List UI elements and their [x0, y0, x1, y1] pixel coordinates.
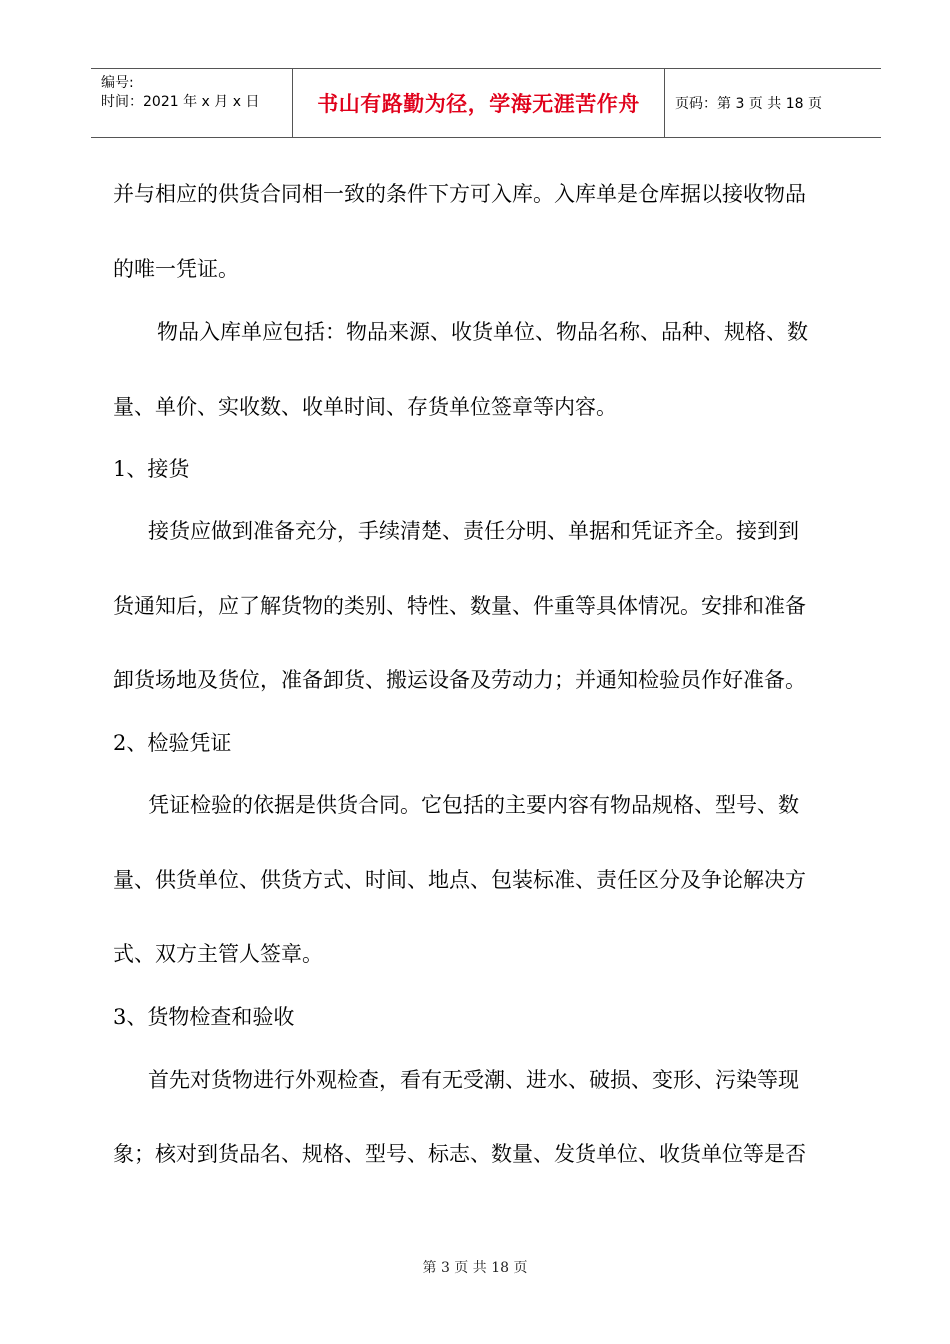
- header-meta: [91, 69, 293, 137]
- section-heading: 2、检验凭证: [113, 731, 232, 755]
- body-line: 凭证检验的依据是供货合同。它包括的主要内容有物品规格、型号、数: [148, 793, 799, 817]
- header-motto-cell: [293, 69, 665, 137]
- section-heading: 3、货物检查和验收: [113, 1005, 295, 1029]
- body-line: 的唯一凭证。: [113, 257, 239, 281]
- body-line: 式、双方主管人签章。: [113, 942, 323, 966]
- time-label: 时间：2021 年 x 月 x 日: [101, 94, 260, 110]
- motto: 书山有路勤为径，学海无涯苦作舟: [317, 92, 640, 116]
- body-line: 首先对货物进行外观检查，看有无受潮、进水、破损、变形、污染等现: [148, 1068, 799, 1092]
- body-line: 接货应做到准备充分，手续清楚、责任分明、单据和凭证齐全。接到到: [148, 519, 799, 543]
- page-info: 页码：第 3 页 共 18 页: [675, 96, 822, 112]
- section-heading: 1、接货: [113, 457, 190, 481]
- body-line: 并与相应的供货合同相一致的条件下方可入库。入库单是仓库据以接收物品: [113, 182, 806, 206]
- body-line: 量、单价、实收数、收单时间、存货单位签章等内容。: [113, 395, 617, 419]
- body-line: 物品入库单应包括：物品来源、收货单位、物品名称、品种、规格、数: [157, 320, 808, 344]
- body-line: 卸货场地及货位，准备卸货、搬运设备及劳动力；并通知检验员作好准备。: [113, 668, 806, 692]
- page-footer: [0, 1257, 950, 1277]
- page-header: [91, 68, 881, 138]
- body-line: 象；核对到货品名、规格、型号、标志、数量、发货单位、收货单位等是否: [113, 1142, 806, 1166]
- header-page-info: [665, 69, 881, 137]
- body-line: 货通知后，应了解货物的类别、特性、数量、件重等具体情况。安排和准备: [113, 594, 806, 618]
- code-label: 编号:: [101, 75, 134, 91]
- body-line: 量、供货单位、供货方式、时间、地点、包装标准、责任区分及争论解决方: [113, 868, 806, 892]
- footer-page-number: 第 3 页 共 18 页: [422, 1260, 528, 1276]
